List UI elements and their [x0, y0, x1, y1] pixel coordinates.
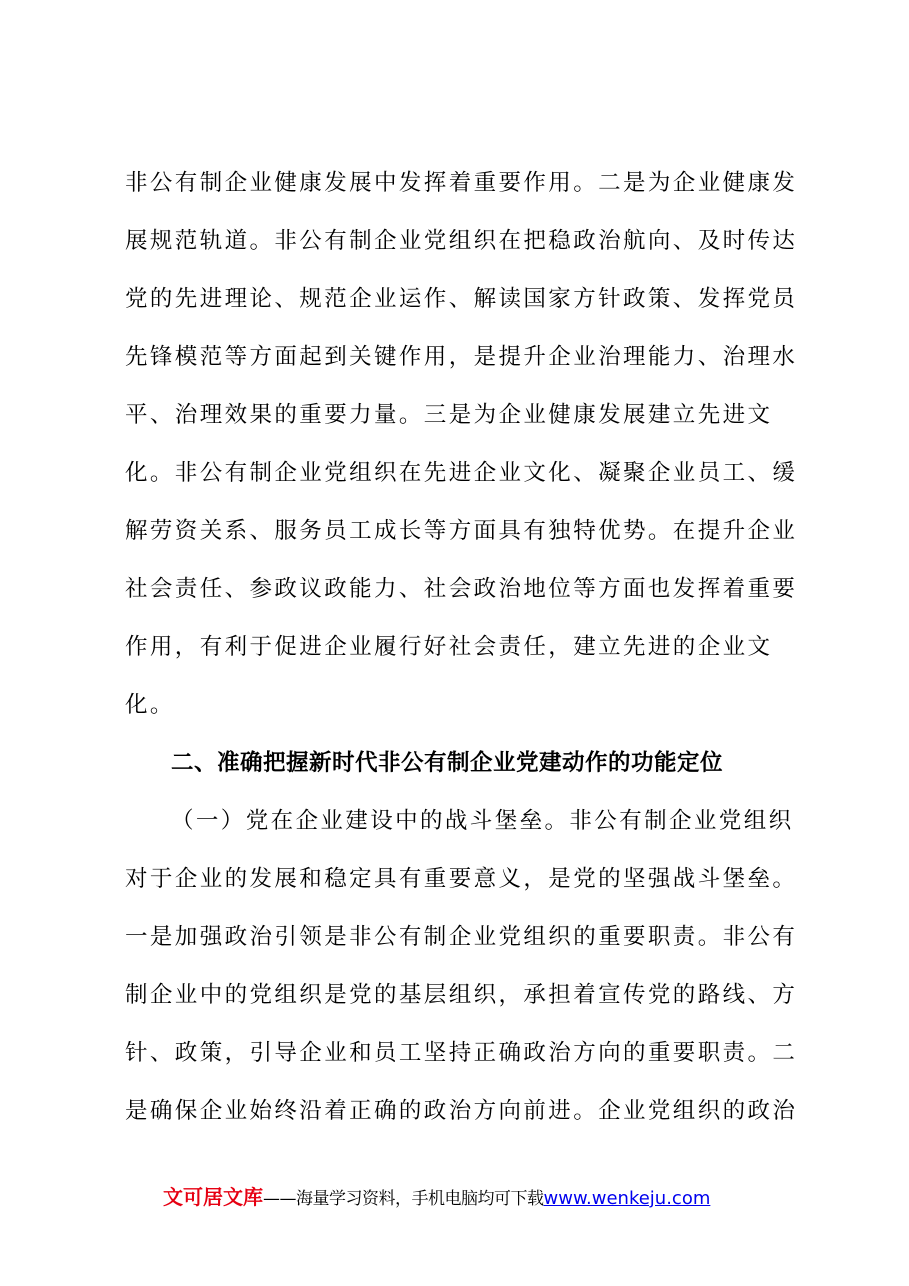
footer-tagline: ——海量学习资料，手机电脑均可下载 [263, 1189, 544, 1209]
body-text-line: 是确保企业始终沿着正确的政治方向前进。企业党组织的政治 [125, 1098, 798, 1124]
section-heading: 二、准确把握新时代非公有制企业党建动作的功能定位 [171, 750, 724, 776]
body-text-line: （一）党在企业建设中的战斗堡垒。非公有制企业党组织 [171, 808, 794, 834]
body-text-line: 制企业中的党组织是党的基层组织，承担着宣传党的路线、方 [125, 982, 798, 1008]
body-text-line: 党的先进理论、规范企业运作、解读国家方针政策、发挥党员 [125, 286, 798, 312]
body-text-line: 社会责任、参政议政能力、社会政治地位等方面也发挥着重要 [125, 576, 798, 602]
body-text-line: 非公有制企业健康发展中发挥着重要作用。二是为企业健康发 [125, 170, 798, 196]
body-text-line: 对于企业的发展和稳定具有重要意义，是党的坚强战斗堡垒。 [125, 866, 798, 892]
body-text-line: 作用，有利于促进企业履行好社会责任，建立先进的企业文 [125, 634, 773, 660]
footer-brand: 文可居文库 [163, 1185, 263, 1209]
body-text-line: 先锋模范等方面起到关键作用，是提升企业治理能力、治理水 [125, 344, 798, 370]
body-text-line: 化。 [125, 692, 175, 718]
body-text-line: 解劳资关系、服务员工成长等方面具有独特优势。在提升企业 [125, 518, 798, 544]
footer-banner [163, 1182, 710, 1212]
body-text-line: 平、治理效果的重要力量。三是为企业健康发展建立先进文 [125, 402, 773, 428]
footer-link[interactable]: www.wenkeju.com [543, 1188, 711, 1209]
body-text-line: 展规范轨道。非公有制企业党组织在把稳政治航向、及时传达 [125, 228, 798, 254]
body-text-line: 针、政策，引导企业和员工坚持正确政治方向的重要职责。二 [125, 1040, 798, 1066]
body-text-line: 化。非公有制企业党组织在先进企业文化、凝聚企业员工、缓 [125, 460, 798, 486]
body-text-line: 一是加强政治引领是非公有制企业党组织的重要职责。非公有 [125, 924, 798, 950]
